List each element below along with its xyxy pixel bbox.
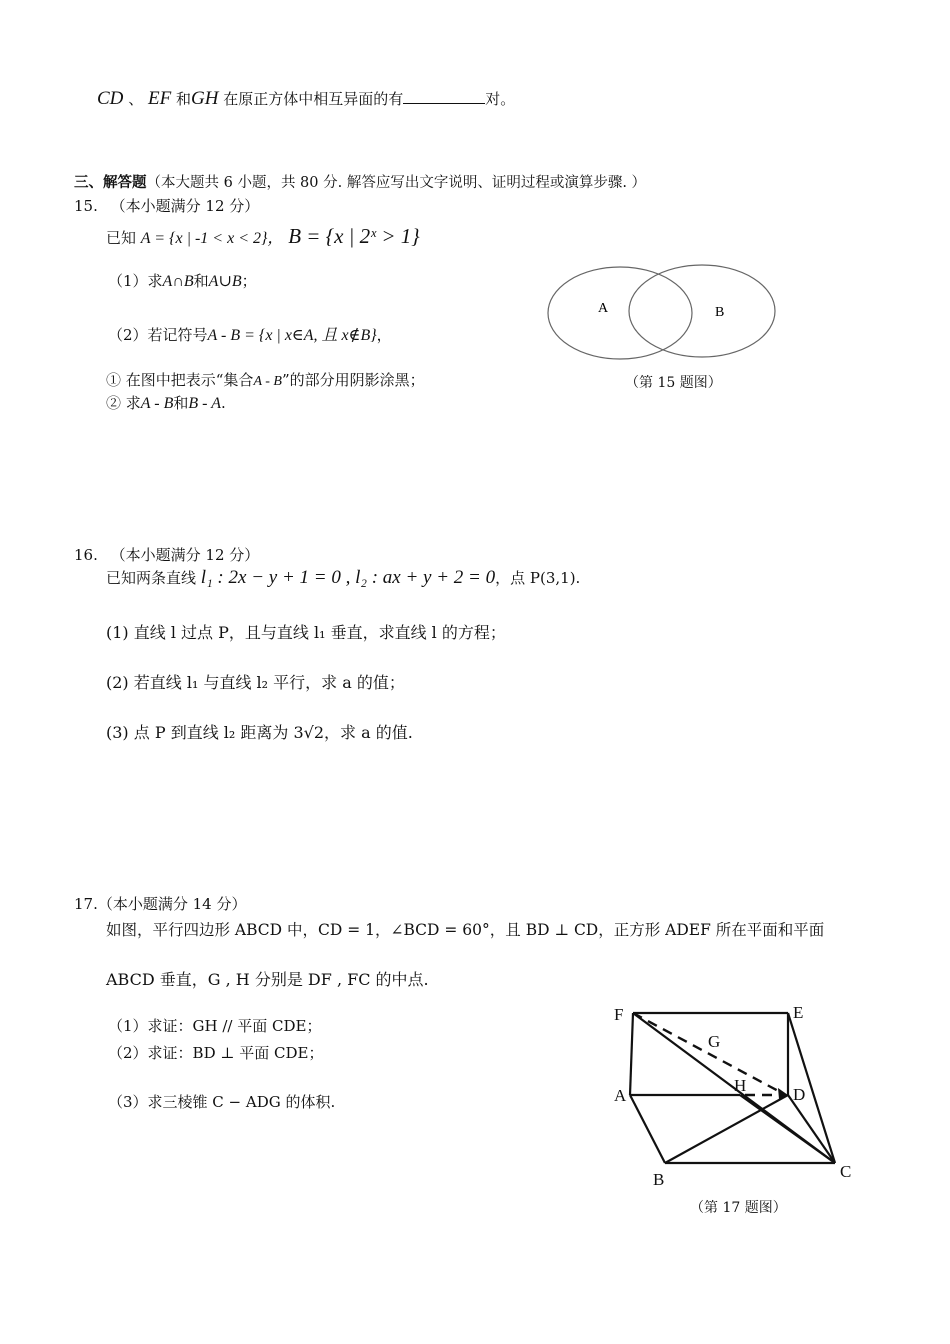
q15-set-a: A = {x | -1 < x < 2}，: [140, 230, 284, 247]
venn-circle-a: [548, 267, 692, 359]
q15-caption: （第 15 题图）: [625, 375, 722, 391]
q15-sub2-text: ② 求: [106, 394, 141, 412]
q15-header: [74, 195, 259, 216]
and-text: 和: [175, 90, 191, 108]
q15-sub2-end: .: [220, 394, 226, 412]
q15-sub2: [106, 392, 226, 413]
q16-part1: (1) 直线 l 过点 P，且与直线 l₁ 垂直，求直线 l 的方程；: [106, 623, 506, 642]
math-ef: EF: [147, 88, 172, 109]
q17-points: （本小题满分 14 分）: [97, 895, 247, 913]
q16-part2: (2) 若直线 l₁ 与直线 l₂ 平行，求 a 的值；: [106, 673, 405, 692]
label-c: C: [840, 1162, 852, 1181]
q15-part2: [108, 322, 392, 345]
q15-part2-end: ，: [376, 326, 392, 344]
q16-point: ，点 P(3,1).: [495, 569, 581, 587]
q15-sub2-math: A - B: [140, 395, 174, 412]
math-cd: CD: [97, 88, 124, 109]
q15-part2-text: （2）若记符号: [108, 326, 208, 344]
q15-sub1-text: ① 在图中把表示“集合: [106, 371, 254, 389]
venn-diagram: [540, 258, 790, 370]
q16-header: [74, 544, 259, 565]
section-title: 三、解答题: [74, 174, 147, 191]
q17-line2: ABCD 垂直，G , H 分别是 DF , FC 的中点.: [106, 970, 429, 989]
label-d: D: [793, 1085, 806, 1104]
q17-part1: （1）求证：GH // 平面 CDE；: [108, 1017, 322, 1035]
intro-text: 在原正方体中相互异面的有: [223, 90, 404, 108]
q15-part2-math: A - B = {x | x∈A, 且 x∉B}: [207, 327, 377, 344]
q17-number: 17.: [74, 895, 98, 913]
answer-blank: [403, 88, 485, 104]
q15-number: 15.: [74, 197, 98, 215]
q16-lines: l₁ : 2x − y + 1 = 0 , l₂ : ax + y + 2 = 0: [200, 567, 496, 588]
label-e: E: [793, 1003, 804, 1022]
section-heading: [74, 171, 646, 192]
label-a: A: [614, 1086, 627, 1105]
venn-circle-b: [629, 265, 775, 357]
q15-given-text: 已知: [106, 229, 137, 247]
venn-label-b: B: [715, 305, 725, 320]
q15-sub1-math: A - B: [253, 374, 282, 389]
q15-part1-end: ；: [241, 272, 257, 290]
label-f: F: [614, 1005, 624, 1024]
math-gh: GH: [191, 88, 219, 109]
sep: 、: [128, 90, 144, 108]
q15-given: [106, 224, 420, 249]
q15-sub2-and: 和: [173, 394, 189, 412]
q17-caption: （第 17 题图）: [690, 1200, 787, 1216]
q15-part1: [108, 270, 257, 291]
q16-given-text: 已知两条直线: [106, 569, 197, 587]
q15-sub1: [106, 369, 425, 390]
q15-set-b: B = {x | 2ˣ > 1}: [288, 224, 420, 248]
q17-part2: （2）求证：BD ⊥ 平面 CDE；: [108, 1044, 324, 1062]
q16-number: 16.: [74, 546, 98, 564]
section-desc: （本大题共 6 小题，共 80 分. 解答应写出文字说明、证明过程或演算步骤. ）: [146, 175, 647, 191]
q15-part1-and: 和: [193, 272, 209, 290]
q15-points: （本小题满分 12 分）: [110, 197, 260, 215]
q17-part3: （3）求三棱锥 C − ADG 的体积.: [108, 1093, 336, 1111]
label-b: B: [653, 1170, 665, 1189]
q15-part1-math: A∩B: [162, 273, 194, 290]
q15-part1-text: （1）求: [108, 272, 163, 290]
q17-line1: 如图，平行四边形 ABCD 中，CD = 1，∠BCD = 60°，且 BD ⊥ CD，正方形 ADEF 所在平面和平面: [106, 921, 825, 939]
q16-part3: (3) 点 P 到直线 l₂ 距离为 3√2，求 a 的值.: [106, 723, 413, 742]
q16-given: [106, 567, 580, 589]
q15-sub1-end: ”的部分用阴影涂黑；: [281, 371, 425, 389]
q17-header: [74, 893, 246, 914]
intro-end: 对。: [485, 90, 516, 108]
intro-line: [97, 88, 515, 110]
label-g: G: [708, 1032, 721, 1051]
venn-label-a: A: [598, 301, 609, 316]
geometry-figure: [600, 995, 870, 1195]
q16-points: （本小题满分 12 分）: [110, 546, 260, 564]
q15-sub2-math2: B - A: [188, 395, 221, 412]
q15-part1-math2: A∪B: [208, 273, 242, 290]
label-h: H: [734, 1076, 747, 1095]
